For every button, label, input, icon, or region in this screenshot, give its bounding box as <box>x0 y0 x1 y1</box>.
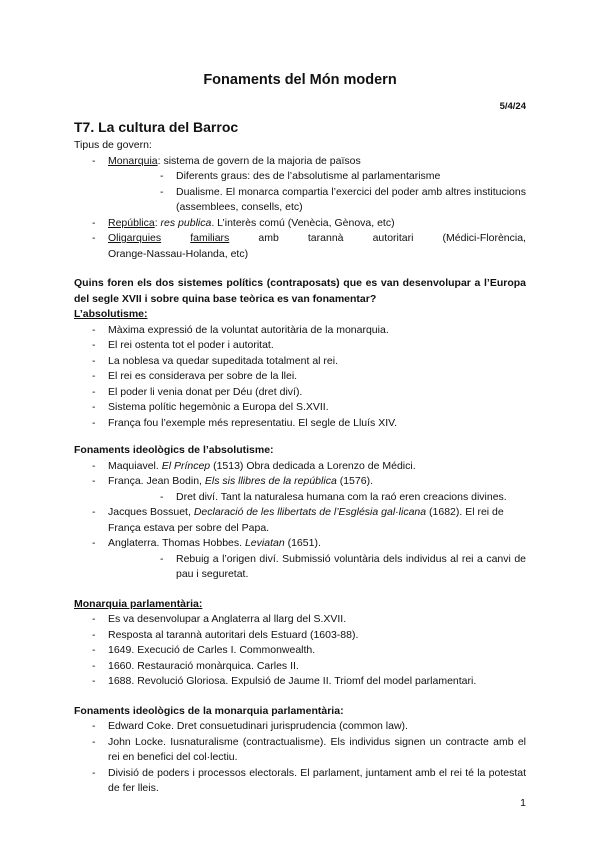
absolutisme-list <box>74 323 526 432</box>
document-date: 5/4/24 <box>499 101 526 112</box>
list-item <box>74 536 526 583</box>
list-item: - 1649. Execució de Carles I. Commonwealth. <box>74 643 526 659</box>
oligarquies-line2: Orange-Nassau-Holanda, etc) <box>108 247 249 260</box>
fonaments-parl-list <box>74 719 526 797</box>
hobbes-a: Anglaterra. Thomas Hobbes. <box>108 537 245 549</box>
list-item: - Es va desenvolupar a Anglaterra al llarg del S.XVII. <box>74 612 526 628</box>
hobbes-sublist <box>142 552 526 583</box>
list-item: - La noblesa va quedar supeditada totalment al rei. <box>74 354 526 370</box>
list-item <box>74 505 526 536</box>
list-item <box>74 474 526 505</box>
list-item: - 1688. Revolució Gloriosa. Expulsió de Jaume II. Triomf del model parlamentari. <box>74 674 526 690</box>
list-item: - El poder li venia donat per Déu (dret diví). <box>74 385 526 401</box>
fonaments-abs-heading: Fonaments ideològics de l’absolutisme: <box>74 444 274 456</box>
monarquia-term: Monarquia <box>108 154 158 167</box>
bossuet-work: Declaració de les llibertats de l’Església gal·licana <box>193 506 427 518</box>
bossuet-b: (1682). El rei de França estava per sobre del Papa. <box>108 506 504 534</box>
republica-term: República <box>108 216 155 229</box>
fonaments-abs-list <box>74 459 526 583</box>
republica-text: . L’interès comú (Venècia, Gènova, etc) <box>211 216 395 229</box>
list-item <box>74 231 526 262</box>
list-item: - Diferents graus: des de l’absolutisme al parlamentarisme <box>142 169 526 185</box>
republica-sep: : <box>154 216 161 229</box>
document-body <box>74 118 526 797</box>
fonaments-parl-heading: Fonaments ideològics de la monarquia parlamentària: <box>74 704 344 717</box>
list-item: - Dret diví. Tant la naturalesa humana com la raó eren creacions divines. <box>142 490 526 506</box>
list-item: - Divisió de poders i processos electorals. El parlament, juntament amb el rei té la potestat de fer lleis. <box>74 766 526 797</box>
hobbes-work: Leviatan <box>244 537 285 549</box>
list-item: - Màxima expressió de la voluntat autoritària de la monarquia. <box>74 323 526 339</box>
maquiavel-work: El Príncep <box>161 459 211 472</box>
list-item: - John Locke. Iusnaturalisme (contractualisme). Els individus signen un contracte amb el rei en benefici del col·lectiu. <box>74 735 526 766</box>
olig-word: amb <box>258 232 279 244</box>
olig-word: tarannà <box>307 232 344 244</box>
monarquia-parl-heading: Monarquia parlamentària: <box>74 597 203 610</box>
monarquia-sublist <box>142 169 526 216</box>
list-item <box>74 216 526 232</box>
maquiavel-b: (1513) Obra dedicada a Lorenzo de Médici. <box>210 459 416 472</box>
olig-word: autoritari <box>372 232 414 244</box>
list-item: - 1660. Restauració monàrquica. Carles II. <box>74 659 526 675</box>
olig-word: familiars <box>190 232 230 244</box>
list-item <box>74 459 526 475</box>
hobbes-b: (1651). <box>284 537 321 549</box>
maquiavel-a: Maquiavel. <box>108 459 162 472</box>
question: Quins foren els dos sistemes polítics (contraposats) que es van desenvolupar a l’Europa del segle XVII i sobre quina base teòrica es van fonamentar? <box>74 277 526 305</box>
govern-intro: Tipus de govern: <box>74 139 152 151</box>
olig-word: - Oligarquies <box>108 232 162 244</box>
list-item: - El rei es considerava per sobre de la llei. <box>74 369 526 385</box>
govern-list <box>74 154 526 263</box>
list-item: - Sistema polític hegemònic a Europa del S.XVII. <box>74 400 526 416</box>
list-item: - Resposta al tarannà autoritari dels Estuard (1603-88). <box>74 628 526 644</box>
oligarquies-line <box>108 231 526 247</box>
list-item: - Edward Coke. Dret consuetudinari jurisprudencia (common law). <box>74 719 526 735</box>
bodin-a: França. Jean Bodin, <box>108 475 205 487</box>
list-item: - França fou l’exemple més representatiu. El segle de Lluís XIV. <box>74 416 526 432</box>
absolutisme-heading: L’absolutisme: <box>74 308 148 320</box>
list-item <box>74 154 526 216</box>
list-item: - Dualisme. El monarca compartia l’exercici del poder amb altres institucions (assemblees, consells, etc) <box>142 185 526 216</box>
republica-italic: res publica <box>160 216 212 229</box>
document-title: Fonaments del Món modern <box>203 72 397 88</box>
list-item: - El rei ostenta tot el poder i autoritat. <box>74 338 526 354</box>
monarquia-text: : sistema de govern de la majoria de països <box>157 154 361 167</box>
bodin-b: (1576). <box>336 475 373 487</box>
page-number: 1 <box>520 797 526 809</box>
section-title: T7. La cultura del Barroc <box>74 119 239 135</box>
bodin-sublist <box>142 490 526 506</box>
bodin-work: Els sis llibres de la república <box>204 475 337 487</box>
monarquia-parl-list <box>74 612 526 690</box>
list-item: - Rebuig a l’origen diví. Submissió voluntària dels individus al rei a canvi de pau i seguretat. <box>142 552 526 583</box>
bossuet-a: Jacques Bossuet, <box>108 506 194 518</box>
olig-word: (Médici-Florència, <box>442 232 526 244</box>
